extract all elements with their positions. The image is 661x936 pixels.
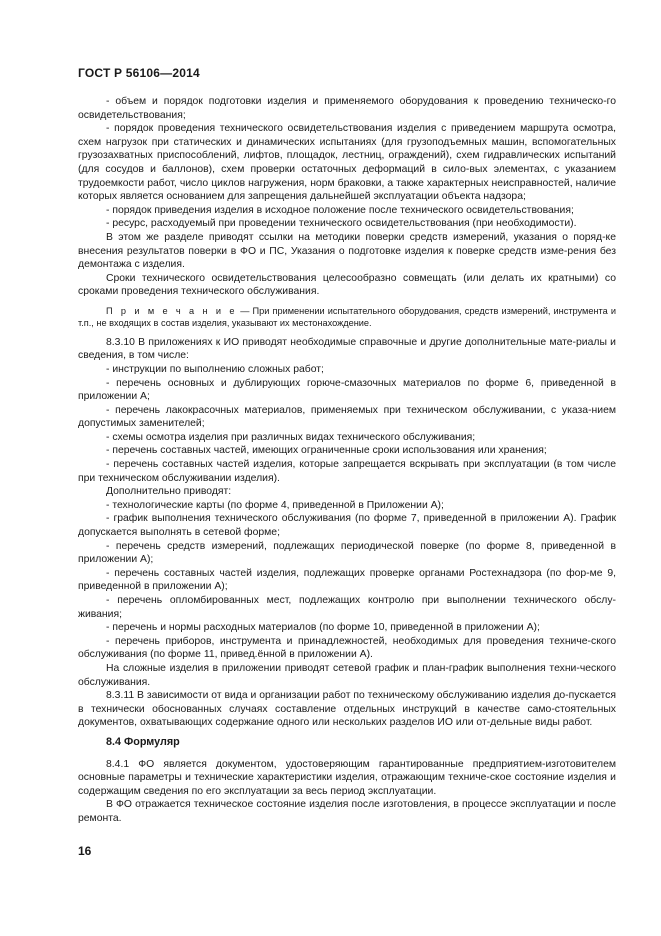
- paragraph: 8.3.11 В зависимости от вида и организации работ по техническому обслуживанию изделия до-пускается в технически обоснованных случаях составление отдельных инструкций в качестве само-стоятельных документов, охватывающих содержание одного или нескольких разделов ИО или от-дельные виды работ.: [78, 690, 616, 729]
- paragraph: - технологические карты (по форме 4, приведенной в Приложении А);: [106, 499, 444, 511]
- paragraph: - объем и порядок подготовки изделия и применяемого оборудования к проведению техническо-го освидетельствования;: [78, 96, 616, 121]
- paragraph: - перечень основных и дублирующих горюче-смазочных материалов по форме 6, приведенной в приложении А;: [78, 377, 616, 403]
- note-label: П р и м е ч а н и е: [106, 305, 238, 316]
- paragraph: - перечень и нормы расходных материалов (по форме 10, приведенной в приложении А);: [106, 622, 540, 634]
- paragraph: - порядок проведения технического освидетельствования изделия с приведением маршрута осмотра, схем нагрузок при статических и динамических испытаниях (для грузоподъемных машин, вспомогательных грузозахватных приспособлений, лифтов, площадок, лестниц, ограждений), схем гидравлических испытаний (для сосудов и баллонов), схем проверки остаточных деформаций в сило-вых элементах, с указанием трудоемкости работ, число циклов нагружения, норм браковки, а также характерных неисправностей, наличие которых является основанием для запрещения дальнейшей эксплуатации объекта надзора;: [78, 123, 616, 203]
- paragraph: Дополнительно приводят:: [106, 486, 232, 498]
- paragraph: - график выполнения технического обслуживания (по форме 7, приведенной в приложении А). График допускается выполнять в сетевой форме;: [78, 513, 616, 539]
- paragraph: - инструкции по выполнению сложных работ;: [106, 363, 324, 375]
- note-text: — При применении испытательного оборудования, средств измерений, инструмента и т.п., не входящих в состав изделия, указывают их местонахождение.: [78, 305, 616, 329]
- paragraph: - перечень средств измерений, подлежащих периодической поверке (по форме 8, приведенной в приложении А);: [78, 540, 616, 566]
- paragraph: В ФО отражается техническое состояние изделия после изготовления, в процессе эксплуатации и после ремонта.: [78, 799, 616, 824]
- paragraph: - ресурс, расходуемый при проведении технического освидетельствования (при необходимости).: [106, 218, 577, 230]
- paragraph: 8.4.1 ФО является документом, удостоверяющим гарантированные предприятием-изготовителем основные параметры и технические характеристики изделия, отражающим техниче-ское состояние изделия и содержащим сведения по его эксплуатации за весь период эксплуатации.: [78, 758, 616, 797]
- paragraph: - перечень лакокрасочных материалов, применяемых при техническом обслуживании, с указа-нием допустимых заменителей;: [78, 404, 616, 430]
- paragraph: - перечень составных частей, имеющих ограниченные сроки использования или хранения;: [106, 445, 547, 457]
- paragraph: - перечень опломбированных мест, подлежащих контролю при выполнении технического обслу-живания;: [78, 595, 616, 620]
- paragraph: - порядок приведения изделия в исходное положение после технического освидетельствования;: [106, 204, 574, 216]
- paragraph: В этом же разделе приводят ссылки на методики поверки средств измерений, указания о поряд-ке внесения результатов поверки в ФО и ПС, Указания о подготовке изделия к поверке средств изме-рения без демонтажа с изделия.: [78, 231, 616, 271]
- page-number: 16: [78, 844, 92, 858]
- paragraph: - схемы осмотра изделия при различных видах технического обслуживания;: [106, 431, 476, 443]
- paragraph: - перечень составных частей изделия, подлежащих проверке органами Ростехнадзора (по фор-ме 9, приведенной в приложении А);: [78, 567, 616, 593]
- section-title: 8.4 Формуляр: [106, 735, 180, 748]
- document-body: [78, 95, 616, 826]
- document-header: ГОСТ Р 56106—2014: [78, 66, 200, 80]
- note: [78, 305, 616, 330]
- paragraph: Сроки технического освидетельствования целесообразно совмещать (или делать их кратными) со сроками проведения технического обслуживания.: [78, 272, 616, 298]
- paragraph: - перечень приборов, инструмента и принадлежностей, необходимых для проведения техниче-ского обслуживания (по форме 11, привед.ённой в приложении А).: [78, 635, 616, 661]
- paragraph: На сложные изделия в приложении приводят сетевой график и план-график выполнения техни-ческого обслуживания.: [78, 662, 616, 688]
- paragraph: - перечень составных частей изделия, которые запрещается вскрывать при эксплуатации (в том числе при техническом обслуживании изделия).: [78, 459, 616, 484]
- paragraph: 8.3.10 В приложениях к ИО приводят необходимые справочные и другие дополнительные мате-риалы и сведения, в том числе:: [78, 336, 616, 362]
